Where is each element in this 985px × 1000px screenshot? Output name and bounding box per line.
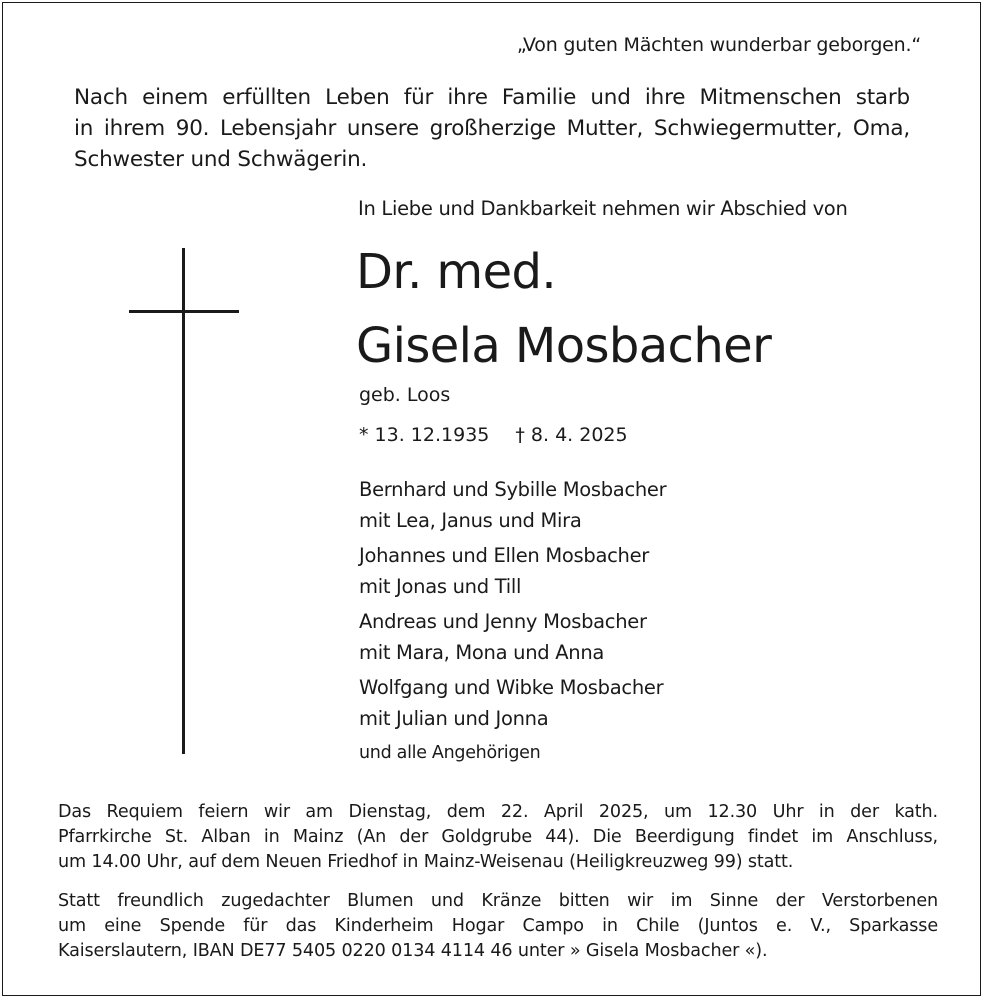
cross-icon-horizontal: [129, 310, 239, 313]
family-group: [359, 672, 666, 734]
family-group: [359, 474, 666, 536]
donation-line: um eine Spende für das Kinderheim Hogar Campo in Chile (Juntos e. V., Sparkasse: [58, 916, 938, 936]
donation-line: Kaiserslautern, IBAN DE77 5405 0220 0134 4114 46 unter » Gisela Mosbacher «).: [58, 941, 768, 961]
intro-paragraph: [74, 82, 910, 175]
family-children: mit Lea, Janus und Mira: [359, 509, 582, 532]
family-couple: Bernhard und Sybille Mosbacher: [359, 478, 667, 501]
requiem-line: Das Requiem feiern wir am Dienstag, dem 22. April 2025, um 12.30 Uhr in der kath.: [58, 802, 938, 822]
family-children: mit Mara, Mona und Anna: [359, 641, 605, 664]
family-children: mit Jonas und Till: [359, 575, 522, 598]
death-date: † 8. 4. 2025: [515, 424, 628, 446]
epigraph-quote: „Von guten Mächten wunderbar geborgen.“: [516, 34, 921, 56]
deceased-title: Dr. med.: [356, 244, 557, 300]
family-group: [359, 606, 666, 668]
requiem-line: um 14.00 Uhr, auf dem Neuen Friedhof in Mainz-Weisenau (Heiligkreuzweg 99) statt.: [58, 852, 794, 872]
birth-name: geb. Loos: [359, 384, 451, 406]
family-list: [359, 474, 666, 769]
birth-date: * 13. 12.1935: [359, 424, 490, 446]
intro-line: Nach einem erfüllten Leben für ihre Familie und ihre Mitmenschen starb: [74, 85, 910, 110]
family-couple: Andreas und Jenny Mosbacher: [359, 610, 647, 633]
deceased-name: Gisela Mosbacher: [356, 318, 772, 374]
family-group: [359, 540, 666, 602]
relatives-line: und alle Angehörigen: [359, 743, 541, 763]
requiem-paragraph: [58, 800, 938, 875]
family-couple: Johannes und Ellen Mosbacher: [359, 544, 650, 567]
family-children: mit Julian und Jonna: [359, 707, 549, 730]
intro-line: in ihrem 90. Lebensjahr unsere großherzige Mutter, Schwiegermutter, Oma,: [74, 116, 910, 141]
donation-paragraph: [58, 889, 938, 964]
requiem-line: Pfarrkirche St. Alban in Mainz (An der Goldgrube 44). Die Beerdigung findet im Anschluss,: [58, 827, 938, 847]
cross-icon-vertical: [182, 248, 185, 754]
family-couple: Wolfgang und Wibke Mosbacher: [359, 676, 664, 699]
donation-line: Statt freundlich zugedachter Blumen und Kränze bitten wir im Sinne der Verstorbenen: [58, 891, 938, 911]
life-dates: [359, 424, 628, 446]
intro-line: Schwester und Schwägerin.: [74, 147, 368, 172]
farewell-line: In Liebe und Dankbarkeit nehmen wir Abschied von: [358, 197, 848, 220]
